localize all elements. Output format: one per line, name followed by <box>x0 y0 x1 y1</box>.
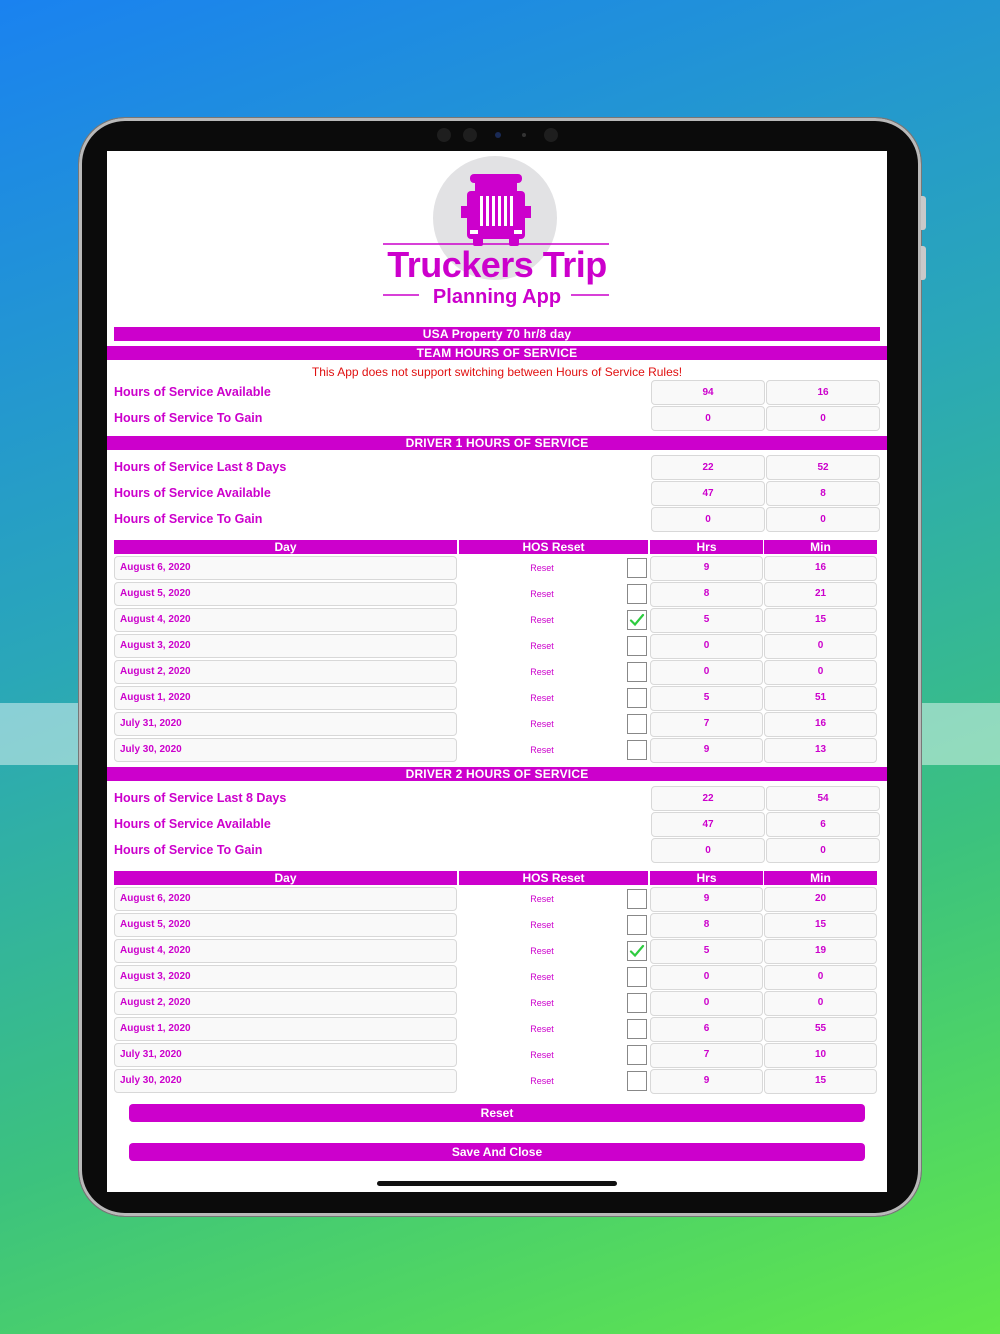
row-reset-link[interactable]: Reset <box>530 693 554 703</box>
row-reset-link[interactable]: Reset <box>530 920 554 930</box>
day-cell: August 2, 2020 <box>114 991 457 1015</box>
day-cell: August 6, 2020 <box>114 887 457 911</box>
logo-subtitle: Planning App <box>432 286 562 308</box>
hrs-cell[interactable]: 7 <box>650 1043 763 1068</box>
min-cell[interactable]: 0 <box>764 991 877 1016</box>
table-row <box>107 887 887 912</box>
hrs-cell[interactable]: 0 <box>650 991 763 1016</box>
hos-summary-hrs-field[interactable]: 0 <box>651 838 765 863</box>
checkmark-icon <box>629 612 645 628</box>
day-cell: August 3, 2020 <box>114 634 457 658</box>
row-reset-link[interactable]: Reset <box>530 615 554 625</box>
hos-summary-label: Hours of Service Last 8 Days <box>114 791 287 805</box>
table-row <box>107 1043 887 1068</box>
min-cell[interactable]: 13 <box>764 738 877 763</box>
table-row <box>107 634 887 659</box>
hos-reset-column-header: HOS Reset <box>459 540 648 554</box>
row-reset-link[interactable]: Reset <box>530 563 554 573</box>
row-reset-link[interactable]: Reset <box>530 894 554 904</box>
hos-summary-label: Hours of Service Last 8 Days <box>114 460 287 474</box>
hos-reset-column-header: HOS Reset <box>459 871 648 885</box>
hos-summary-min-field[interactable]: 54 <box>766 786 880 811</box>
min-cell[interactable]: 19 <box>764 939 877 964</box>
row-reset-link[interactable]: Reset <box>530 946 554 956</box>
hos-summary-min-field[interactable]: 0 <box>766 406 880 431</box>
min-cell[interactable]: 0 <box>764 634 877 659</box>
day-cell: August 2, 2020 <box>114 660 457 684</box>
min-cell[interactable]: 15 <box>764 1069 877 1094</box>
day-cell: July 31, 2020 <box>114 1043 457 1067</box>
checkmark-icon <box>629 943 645 959</box>
hos-reset-checkbox[interactable] <box>627 662 647 682</box>
hrs-cell[interactable]: 8 <box>650 582 763 607</box>
day-cell: August 1, 2020 <box>114 1017 457 1041</box>
sensor-dot <box>544 128 558 142</box>
hrs-cell[interactable]: 7 <box>650 712 763 737</box>
hos-summary-min-field[interactable]: 0 <box>766 507 880 532</box>
row-reset-link[interactable]: Reset <box>530 972 554 982</box>
hos-reset-checkbox[interactable] <box>627 636 647 656</box>
hos-summary-min-field[interactable]: 0 <box>766 838 880 863</box>
hos-summary-hrs-field[interactable]: 22 <box>651 455 765 480</box>
day-cell: August 4, 2020 <box>114 608 457 632</box>
sensor-dot <box>522 133 526 137</box>
hos-summary-min-field[interactable]: 6 <box>766 812 880 837</box>
hos-reset-checkbox[interactable] <box>627 714 647 734</box>
volume-button <box>921 196 926 230</box>
min-cell[interactable]: 15 <box>764 608 877 633</box>
day-column-header: Day <box>114 540 457 554</box>
hrs-cell[interactable]: 9 <box>650 1069 763 1094</box>
hos-summary-label: Hours of Service Available <box>114 385 271 399</box>
table-row <box>107 608 887 633</box>
hos-reset-checkbox[interactable] <box>627 967 647 987</box>
day-cell: July 31, 2020 <box>114 712 457 736</box>
hos-reset-checkbox[interactable] <box>627 584 647 604</box>
hos-reset-checkbox[interactable] <box>627 1019 647 1039</box>
hos-summary-hrs-field[interactable]: 47 <box>651 481 765 506</box>
table-row <box>107 913 887 938</box>
hrs-cell[interactable]: 6 <box>650 1017 763 1042</box>
row-reset-link[interactable]: Reset <box>530 998 554 1008</box>
hrs-cell[interactable]: 5 <box>650 939 763 964</box>
table-row <box>107 712 887 737</box>
driver2-section-header: DRIVER 2 HOURS OF SERVICE <box>107 767 887 781</box>
app-logo <box>379 156 615 311</box>
min-cell[interactable]: 0 <box>764 965 877 990</box>
hos-reset-checkbox[interactable] <box>627 558 647 578</box>
app-screen <box>107 151 887 1192</box>
row-reset-link[interactable]: Reset <box>530 1076 554 1086</box>
min-cell[interactable]: 20 <box>764 887 877 912</box>
hos-summary-label: Hours of Service To Gain <box>114 843 263 857</box>
day-cell: July 30, 2020 <box>114 1069 457 1093</box>
table-row <box>107 686 887 711</box>
day-cell: August 5, 2020 <box>114 913 457 937</box>
min-cell[interactable]: 55 <box>764 1017 877 1042</box>
hos-reset-checkbox[interactable] <box>627 688 647 708</box>
hrs-cell[interactable]: 9 <box>650 738 763 763</box>
team-section-header: TEAM HOURS OF SERVICE <box>107 346 887 360</box>
home-indicator <box>377 1181 617 1186</box>
sensor-dot <box>463 128 477 142</box>
hrs-cell[interactable]: 9 <box>650 887 763 912</box>
min-cell[interactable]: 15 <box>764 913 877 938</box>
hos-summary-hrs-field[interactable]: 47 <box>651 812 765 837</box>
day-cell: August 5, 2020 <box>114 582 457 606</box>
hos-summary-hrs-field[interactable]: 94 <box>651 380 765 405</box>
driver1-section-header: DRIVER 1 HOURS OF SERVICE <box>107 436 887 450</box>
min-cell[interactable]: 16 <box>764 712 877 737</box>
hos-reset-checkbox[interactable] <box>627 915 647 935</box>
hrs-column-header: Hrs <box>650 540 763 554</box>
day-cell: August 6, 2020 <box>114 556 457 580</box>
hrs-cell[interactable]: 5 <box>650 686 763 711</box>
row-reset-link[interactable]: Reset <box>530 719 554 729</box>
min-cell[interactable]: 16 <box>764 556 877 581</box>
hrs-cell[interactable]: 0 <box>650 634 763 659</box>
hos-reset-checkbox[interactable] <box>627 993 647 1013</box>
hos-summary-hrs-field[interactable]: 0 <box>651 507 765 532</box>
hos-summary-hrs-field[interactable]: 0 <box>651 406 765 431</box>
min-cell[interactable]: 21 <box>764 582 877 607</box>
min-column-header: Min <box>764 871 877 885</box>
row-reset-link[interactable]: Reset <box>530 667 554 677</box>
logo-title: Truckers Trip <box>387 244 607 285</box>
hos-summary-min-field[interactable]: 8 <box>766 481 880 506</box>
table-row <box>107 556 887 581</box>
volume-button <box>921 246 926 280</box>
hos-reset-checkbox[interactable] <box>627 740 647 760</box>
hrs-cell[interactable]: 5 <box>650 608 763 633</box>
table-row <box>107 939 887 964</box>
hos-reset-checkbox[interactable] <box>627 610 647 630</box>
row-reset-link[interactable]: Reset <box>530 641 554 651</box>
hos-reset-checkbox[interactable] <box>627 889 647 909</box>
table-row <box>107 1017 887 1042</box>
table-row <box>107 738 887 763</box>
day-cell: August 1, 2020 <box>114 686 457 710</box>
table-row <box>107 660 887 685</box>
min-cell[interactable]: 0 <box>764 660 877 685</box>
min-column-header: Min <box>764 540 877 554</box>
hos-summary-label: Hours of Service Available <box>114 817 271 831</box>
rule-set-bar[interactable]: USA Property 70 hr/8 day <box>114 327 880 341</box>
row-reset-link[interactable]: Reset <box>530 1024 554 1034</box>
hos-summary-hrs-field[interactable]: 22 <box>651 786 765 811</box>
hos-reset-checkbox[interactable] <box>627 1071 647 1091</box>
hos-reset-checkbox[interactable] <box>627 1045 647 1065</box>
save-and-close-button[interactable]: Save And Close <box>129 1143 865 1161</box>
table-row <box>107 1069 887 1094</box>
row-reset-link[interactable]: Reset <box>530 1050 554 1060</box>
row-reset-link[interactable]: Reset <box>530 589 554 599</box>
day-column-header: Day <box>114 871 457 885</box>
hos-summary-label: Hours of Service Available <box>114 486 271 500</box>
min-cell[interactable]: 10 <box>764 1043 877 1068</box>
row-reset-link[interactable]: Reset <box>530 745 554 755</box>
hos-summary-min-field[interactable]: 16 <box>766 380 880 405</box>
table-row <box>107 991 887 1016</box>
hos-reset-checkbox[interactable] <box>627 941 647 961</box>
hos-summary-label: Hours of Service To Gain <box>114 411 263 425</box>
hrs-cell[interactable]: 0 <box>650 965 763 990</box>
sensor-dot <box>437 128 451 142</box>
reset-button[interactable]: Reset <box>129 1104 865 1122</box>
camera-lens <box>495 132 501 138</box>
table-row <box>107 965 887 990</box>
hos-summary-min-field[interactable]: 52 <box>766 455 880 480</box>
hos-summary-label: Hours of Service To Gain <box>114 512 263 526</box>
rules-warning: This App does not support switching between Hours of Service Rules! <box>311 365 683 379</box>
min-cell[interactable]: 51 <box>764 686 877 711</box>
table-row <box>107 582 887 607</box>
hrs-cell[interactable]: 0 <box>650 660 763 685</box>
hrs-cell[interactable]: 8 <box>650 913 763 938</box>
day-cell: August 4, 2020 <box>114 939 457 963</box>
hrs-column-header: Hrs <box>650 871 763 885</box>
hrs-cell[interactable]: 9 <box>650 556 763 581</box>
day-cell: August 3, 2020 <box>114 965 457 989</box>
day-cell: July 30, 2020 <box>114 738 457 762</box>
